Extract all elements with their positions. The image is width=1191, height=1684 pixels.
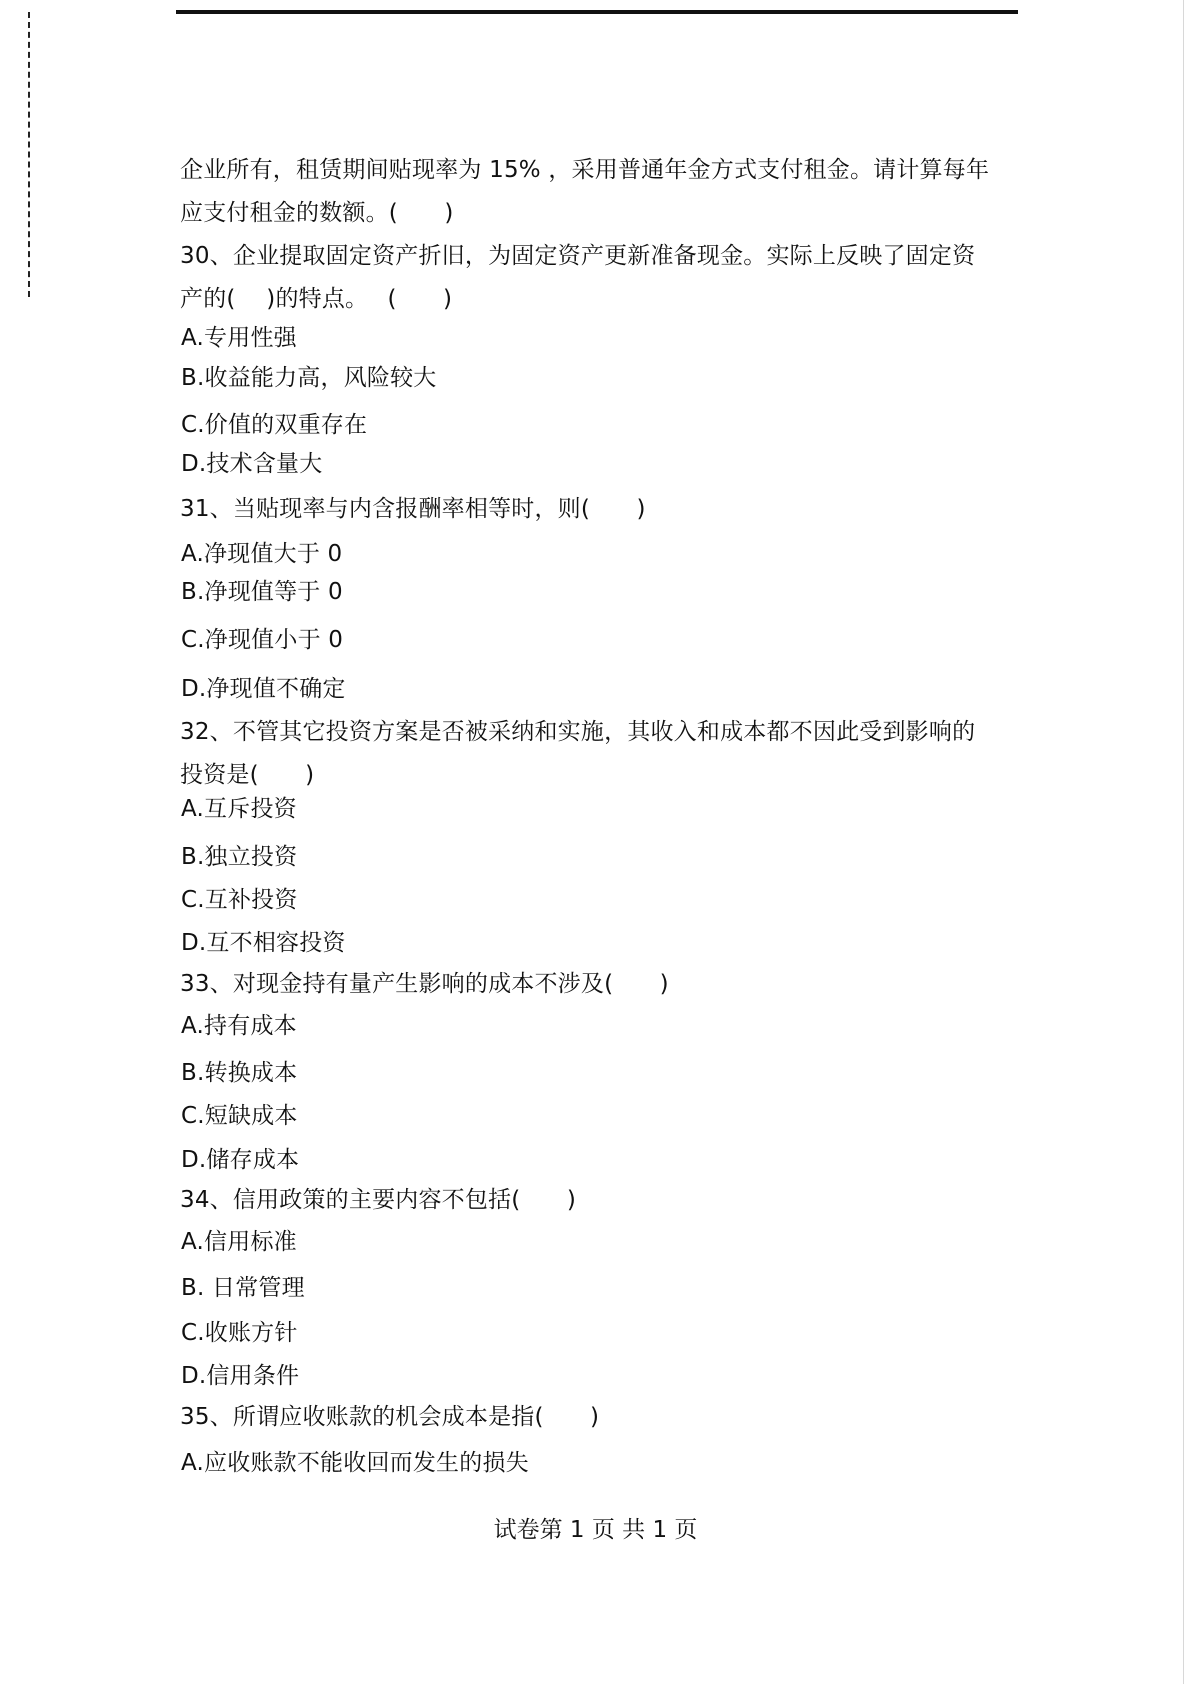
question-34-option-d: D.信用条件 [181, 1363, 300, 1389]
question-34-option-b: B. 日常管理 [181, 1275, 305, 1301]
question-35-stem: 35、所谓应收账款的机会成本是指( ) [180, 1404, 600, 1430]
page-footer: 试卷第 1 页 共 1 页 [493, 1517, 698, 1543]
question-31-stem: 31、当贴现率与内含报酬率相等时，则( ) [180, 496, 646, 522]
question-34-option-a: A.信用标准 [181, 1229, 297, 1255]
question-32-stem-line-2: 投资是( ) [180, 762, 315, 788]
continued-text-line-1: 企业所有，租赁期间贴现率为 15% ，采用普通年金方式支付租金。请计算每年 [180, 157, 990, 183]
continued-text-line-2: 应支付租金的数额。( ) [180, 200, 454, 226]
question-30-option-c: C.价值的双重存在 [181, 412, 368, 438]
question-35-option-a: A.应收账款不能收回而发生的损失 [181, 1450, 529, 1476]
question-32-stem-line-1: 32、不管其它投资方案是否被采纳和实施，其收入和成本都不因此受到影响的 [180, 719, 976, 745]
question-31-option-c: C.净现值小于 0 [181, 627, 344, 653]
question-33-stem: 33、对现金持有量产生影响的成本不涉及( ) [180, 971, 669, 997]
question-33-option-c: C.短缺成本 [181, 1103, 298, 1129]
binding-margin-line [28, 12, 30, 297]
question-31-option-d: D.净现值不确定 [181, 676, 346, 702]
header-rule [176, 10, 1018, 14]
question-30-stem-line-1: 30、企业提取固定资产折旧，为固定资产更新准备现金。实际上反映了固定资 [180, 243, 976, 269]
question-30-option-d: D.技术含量大 [181, 451, 323, 477]
question-30-stem-line-2: 产的( )的特点。 ( ) [180, 286, 453, 312]
question-34-option-c: C.收账方针 [181, 1320, 298, 1346]
question-34-stem: 34、信用政策的主要内容不包括( ) [180, 1187, 577, 1213]
question-32-option-b: B.独立投资 [181, 844, 298, 870]
question-33-option-b: B.转换成本 [181, 1060, 298, 1086]
question-31-option-b: B.净现值等于 0 [181, 579, 343, 605]
question-31-option-a: A.净现值大于 0 [181, 541, 343, 567]
page-right-edge [1183, 0, 1184, 1684]
question-32-option-a: A.互斥投资 [181, 796, 297, 822]
question-32-option-d: D.互不相容投资 [181, 930, 346, 956]
question-33-option-d: D.储存成本 [181, 1147, 300, 1173]
question-30-option-b: B.收益能力高，风险较大 [181, 365, 437, 391]
question-30-option-a: A.专用性强 [181, 325, 297, 351]
question-32-option-c: C.互补投资 [181, 887, 298, 913]
question-33-option-a: A.持有成本 [181, 1013, 297, 1039]
